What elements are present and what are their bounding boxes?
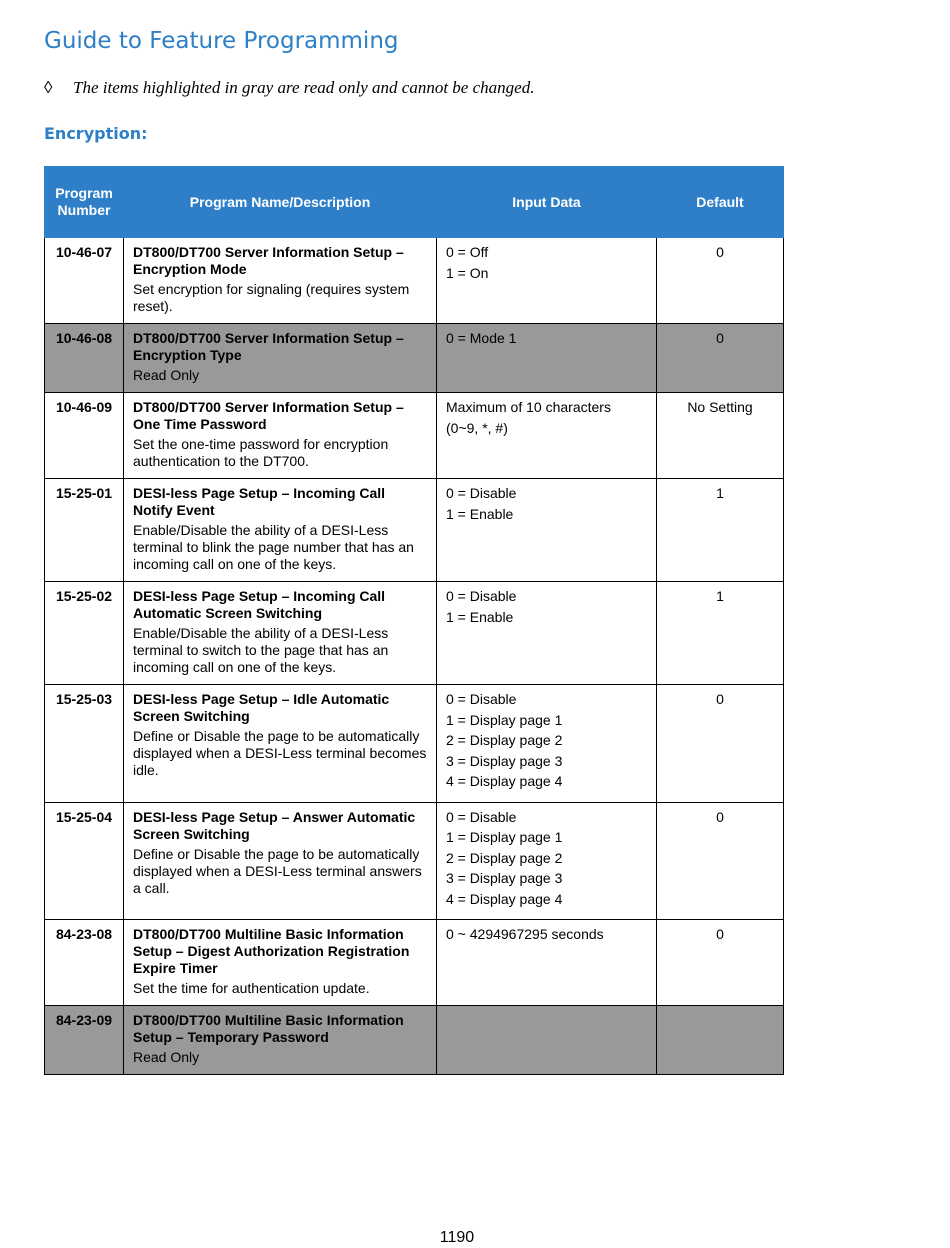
input-data-line: 1 = On — [446, 264, 489, 281]
page-number: 1190 — [439, 1229, 475, 1246]
column-header-default: Default — [657, 167, 784, 238]
page-title: Guide to Feature Programming — [44, 28, 399, 54]
input-data-line: 0 ~ 4294967295 seconds — [446, 926, 604, 942]
input-data-line: 1 = Enable — [446, 505, 514, 522]
table-row — [45, 802, 784, 920]
program-number: 84-23-08 — [45, 920, 124, 1006]
input-data-line: Maximum of 10 characters — [446, 399, 611, 415]
program-name-cell — [124, 1006, 437, 1075]
input-data-line: 0 = Disable — [446, 808, 517, 825]
program-number: 15-25-02 — [45, 582, 124, 685]
input-data-cell — [437, 920, 657, 1006]
input-data-line: 1 = Display page 1 — [446, 829, 563, 845]
input-data-cell — [437, 324, 657, 393]
program-name: DESI-less Page Setup – Incoming Call Notify Event — [133, 485, 386, 518]
program-description: Set encryption for signaling (requires system reset). — [133, 281, 410, 314]
program-number: 10-46-07 — [45, 238, 124, 324]
program-name-cell — [124, 685, 437, 803]
input-data-line: 4 = Display page 4 — [446, 890, 563, 907]
input-data-line: 0 = Disable — [446, 691, 517, 707]
program-name: DT800/DT700 Multiline Basic Information Setup – Digest Authorization Registration Expire Timer — [133, 926, 410, 976]
input-data-cell — [437, 685, 657, 803]
default-value: 0 — [657, 685, 784, 803]
input-data-line: 3 = Display page 3 — [446, 870, 563, 886]
default-value: 1 — [657, 582, 784, 685]
program-name: DESI-less Page Setup – Idle Automatic Screen Switching — [133, 691, 390, 724]
table-row — [45, 1006, 784, 1075]
default-value: No Setting — [657, 393, 784, 479]
program-number: 15-25-03 — [45, 685, 124, 803]
default-value: 0 — [657, 920, 784, 1006]
default-value: 0 — [657, 802, 784, 920]
input-data-cell — [437, 479, 657, 582]
table-body — [45, 238, 784, 1075]
table-row — [45, 685, 784, 803]
program-number: 15-25-01 — [45, 479, 124, 582]
input-data-line: 2 = Display page 2 — [446, 849, 563, 866]
table-row — [45, 479, 784, 582]
program-description: Read Only — [133, 367, 200, 383]
read-only-note — [44, 78, 534, 98]
input-data-line: 0 = Off — [446, 244, 489, 260]
program-description: Set the one-time password for encryption authentication to the DT700. — [133, 436, 389, 469]
program-name-cell — [124, 238, 437, 324]
input-data-line: (0~9, *, #) — [446, 419, 508, 436]
program-name-cell — [124, 582, 437, 685]
program-name: DT800/DT700 Server Information Setup – Encryption Mode — [133, 244, 404, 277]
program-name-cell — [124, 393, 437, 479]
program-name-cell — [124, 920, 437, 1006]
input-data-line: 0 = Mode 1 — [446, 330, 517, 346]
input-data-cell — [437, 238, 657, 324]
read-only-note-text: The items highlighted in gray are read only and cannot be changed. — [73, 78, 535, 97]
input-data-cell — [437, 582, 657, 685]
program-description: Enable/Disable the ability of a DESI-Less terminal to switch to the page that has an incoming call on one of the keys. — [133, 625, 389, 675]
table-row — [45, 920, 784, 1006]
program-name: DT800/DT700 Server Information Setup – Encryption Type — [133, 330, 404, 363]
column-header-input-data: Input Data — [437, 167, 657, 238]
column-header-program-number: Program Number — [45, 167, 124, 238]
input-data-line: 4 = Display page 4 — [446, 773, 563, 789]
program-description: Read Only — [133, 1049, 200, 1065]
program-name: DESI-less Page Setup – Answer Automatic Screen Switching — [133, 808, 416, 842]
default-value: 0 — [657, 324, 784, 393]
input-data-line: 0 = Disable — [446, 588, 517, 604]
default-value: 0 — [657, 238, 784, 324]
input-data-line: 1 = Display page 1 — [446, 711, 563, 728]
input-data-cell — [437, 393, 657, 479]
program-number: 10-46-08 — [45, 324, 124, 393]
table-row — [45, 582, 784, 685]
program-name-cell — [124, 479, 437, 582]
input-data-line: 2 = Display page 2 — [446, 732, 563, 748]
program-name: DT800/DT700 Server Information Setup – One Time Password — [133, 399, 404, 432]
program-name: DESI-less Page Setup – Incoming Call Automatic Screen Switching — [133, 588, 386, 621]
program-number: 10-46-09 — [45, 393, 124, 479]
section-title: Encryption: — [44, 124, 148, 143]
table-header-row — [45, 167, 784, 238]
input-data-cell — [437, 1006, 657, 1075]
program-description: Enable/Disable the ability of a DESI-Less terminal to blink the page number that has an incoming call on one of the keys. — [133, 522, 414, 572]
program-description: Define or Disable the page to be automatically displayed when a DESI-Less terminal becomes idle. — [133, 728, 427, 778]
program-number: 84-23-09 — [45, 1006, 124, 1075]
program-name-cell — [124, 802, 437, 920]
input-data-line: 0 = Disable — [446, 485, 517, 501]
program-description: Set the time for authentication update. — [133, 980, 370, 996]
default-value — [657, 1006, 784, 1075]
program-name-cell — [124, 324, 437, 393]
input-data-line: 3 = Display page 3 — [446, 752, 563, 769]
program-table — [44, 166, 784, 1075]
program-description: Define or Disable the page to be automatically displayed when a DESI-Less terminal answers a call. — [133, 845, 422, 896]
program-number: 15-25-04 — [45, 802, 124, 920]
table-row — [45, 393, 784, 479]
input-data-line: 1 = Enable — [446, 608, 514, 625]
column-header-program-name: Program Name/Description — [124, 167, 437, 238]
input-data-cell — [437, 802, 657, 920]
table-row — [45, 324, 784, 393]
program-name: DT800/DT700 Multiline Basic Information Setup – Temporary Password — [133, 1012, 404, 1045]
diamond-bullet-icon: ◊ — [44, 78, 53, 97]
table-row — [45, 238, 784, 324]
default-value: 1 — [657, 479, 784, 582]
